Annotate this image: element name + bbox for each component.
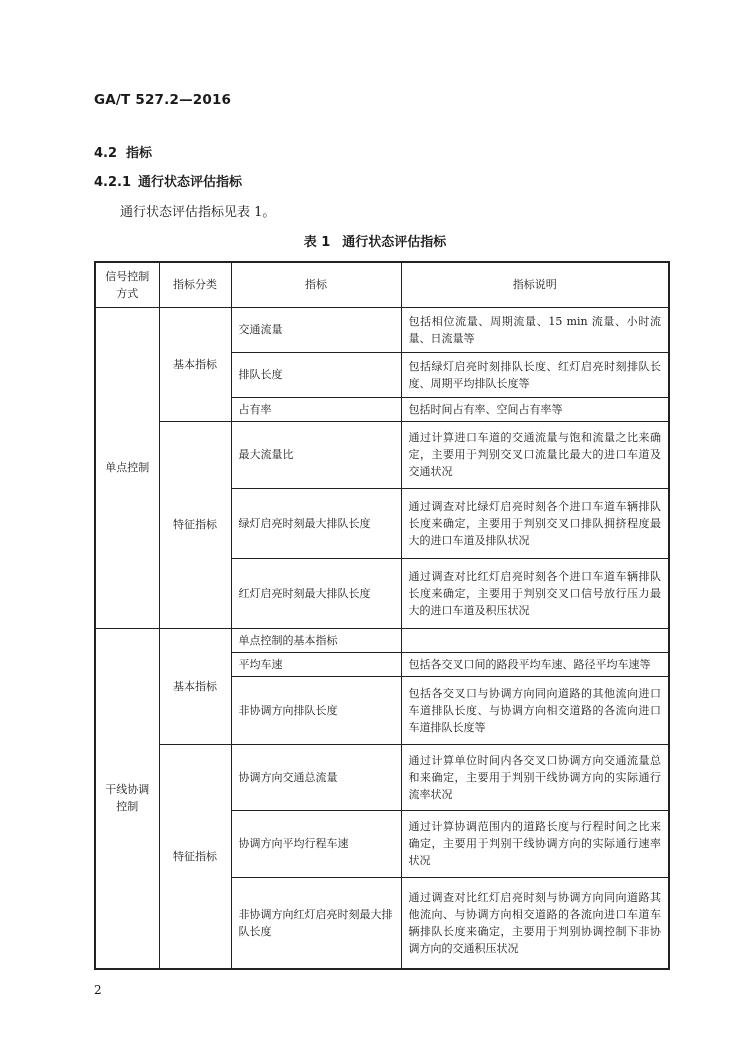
indicator-cell: 最大流量比: [231, 421, 401, 488]
description-cell: 通过计算单位时间内各交叉口协调方向交通流量总和来确定，主要用于判别干线协调方向的实际通行流率状况: [401, 744, 669, 810]
table-row: [95, 744, 669, 810]
description-cell: 通过调查对比绿灯启亮时刻各个进口车道车辆排队长度来确定，主要用于判别交叉口排队拥挤程度最大的进口车道及排队状况: [401, 488, 669, 558]
indicator-cell: 单点控制的基本指标: [231, 628, 401, 652]
description-cell: 包括各交叉口间的路段平均车速、路径平均车速等: [401, 652, 669, 676]
indicator-cell: 绿灯启亮时刻最大排队长度: [231, 488, 401, 558]
description-cell: 通过计算进口车道的交通流量与饱和流量之比来确定，主要用于判别交叉口流量比最大的进口车道及交通状况: [401, 421, 669, 488]
category-cell: 基本指标: [159, 628, 231, 744]
table-caption-title: 通行状态评估指标: [342, 235, 447, 250]
header-indicator: 指标: [231, 262, 401, 307]
category-cell: 特征指标: [159, 421, 231, 628]
description-cell: 包括各交叉口与协调方向同向道路的其他流向进口车道排队长度、与协调方向相交道路的各流向进口车道排队长度等: [401, 676, 669, 744]
description-cell: 包括相位流量、周期流量、15 min 流量、小时流量、日流量等: [401, 307, 669, 352]
table-caption-number: 表 1: [303, 235, 331, 250]
subsection-heading: [94, 171, 242, 190]
header-mode: 信号控制方式: [95, 262, 159, 307]
indicator-cell: 协调方向平均行程车速: [231, 810, 401, 877]
description-cell: 包括时间占有率、空间占有率等: [401, 397, 669, 421]
description-cell: 通过计算协调范围内的道路长度与行程时间之比来确定，主要用于判别干线协调方向的实际通行速率状况: [401, 810, 669, 877]
indicator-cell: 非协调方向红灯启亮时刻最大排队长度: [231, 877, 401, 969]
indicator-cell: 交通流量: [231, 307, 401, 352]
standard-code: GA/T 527.2—2016: [94, 92, 232, 108]
indicator-table: [94, 261, 670, 970]
header-category: 指标分类: [159, 262, 231, 307]
indicator-cell: 占有率: [231, 397, 401, 421]
section-title: 指标: [126, 146, 153, 161]
table-row: [95, 307, 669, 352]
table-row: [95, 421, 669, 488]
description-cell: [401, 628, 669, 652]
subsection-number: 4.2.1: [94, 175, 132, 190]
indicator-cell: 平均车速: [231, 652, 401, 676]
page-number: 2: [94, 983, 102, 997]
indicator-cell: 协调方向交通总流量: [231, 744, 401, 810]
header-description: 指标说明: [401, 262, 669, 307]
indicator-cell: 非协调方向排队长度: [231, 676, 401, 744]
mode-cell: 干线协调控制: [95, 628, 159, 969]
indicator-cell: 红灯启亮时刻最大排队长度: [231, 558, 401, 628]
description-cell: 通过调查对比红灯启亮时刻与协调方向同向道路其他流向、与协调方向相交道路的各流向进口车道车辆排队长度来确定，主要用于判别协调控制下非协调方向的交通积压状况: [401, 877, 669, 969]
table-caption: [0, 231, 750, 250]
mode-cell: 单点控制: [95, 307, 159, 628]
description-cell: 通过调查对比红灯启亮时刻各个进口车道车辆排队长度来确定，主要用于判别交叉口信号放行压力最大的进口车道及积压状况: [401, 558, 669, 628]
section-heading: [94, 142, 152, 161]
category-cell: 基本指标: [159, 307, 231, 421]
table-header-row: [95, 262, 669, 307]
category-cell: 特征指标: [159, 744, 231, 969]
indicator-cell: 排队长度: [231, 352, 401, 397]
description-cell: 包括绿灯启亮时刻排队长度、红灯启亮时刻排队长度、周期平均排队长度等: [401, 352, 669, 397]
subsection-title: 通行状态评估指标: [138, 175, 243, 190]
intro-paragraph: 通行状态评估指标见表 1。: [120, 205, 276, 220]
section-number: 4.2: [94, 146, 118, 161]
table-row: [95, 628, 669, 652]
